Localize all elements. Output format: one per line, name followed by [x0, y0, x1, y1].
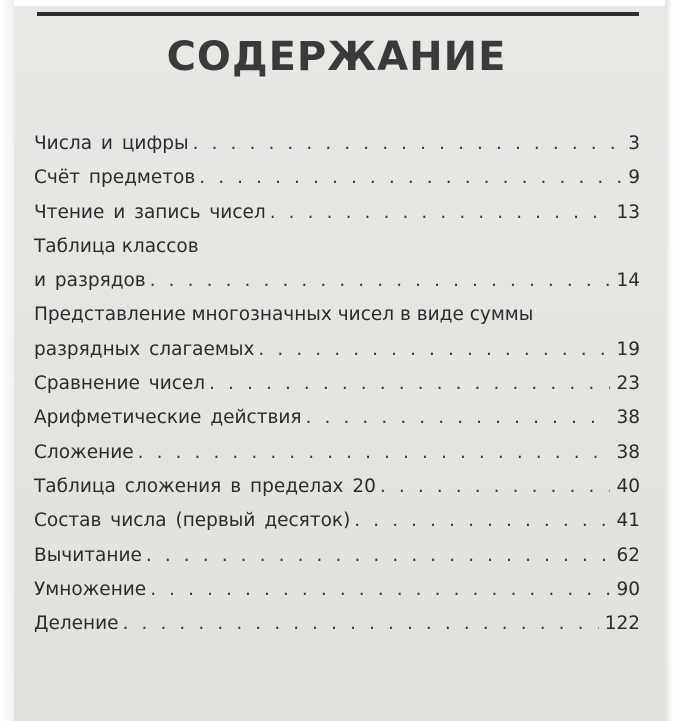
toc-page-number: 23 [616, 373, 640, 395]
toc-entry-row [34, 436, 640, 470]
toc-entry-row [34, 264, 640, 298]
toc-entry [34, 573, 640, 607]
dot-leader [150, 264, 611, 298]
toc-entry [34, 127, 640, 161]
toc-entry-title: и разрядов [34, 270, 146, 292]
toc-entry-row [34, 470, 640, 504]
dot-leader [199, 161, 622, 195]
toc-entry-row [34, 127, 640, 161]
page-edge-top [0, 0, 673, 6]
toc-entry-row [34, 333, 640, 367]
dot-leader [209, 367, 610, 401]
dot-leader [354, 504, 610, 538]
toc-entry [34, 401, 640, 435]
toc-entry-title: Сложение [34, 441, 134, 463]
toc-entry [34, 539, 640, 573]
toc-entry [34, 298, 640, 367]
toc-entry-row [34, 539, 640, 573]
dot-leader [123, 607, 599, 641]
toc-entry-title-line: Таблица классов [34, 235, 199, 257]
toc-entry-title: Вычитание [34, 544, 142, 566]
toc-page-number: 41 [616, 510, 640, 532]
toc-entry [34, 196, 640, 230]
dot-leader [380, 470, 611, 504]
toc-page-number: 38 [616, 441, 640, 463]
toc-entry-title: Чтение и запись чисел [34, 201, 266, 223]
toc-page-number: 3 [628, 133, 640, 154]
toc-page-number: 40 [616, 475, 640, 497]
toc-page-number: 14 [616, 270, 640, 292]
toc-entry-title: Таблица сложения в пределах 20 [34, 475, 376, 497]
toc-entry-title-line: Представление многозначных чисел в виде суммы [34, 304, 534, 326]
toc-entry-title: Числа и цифры [34, 133, 189, 154]
toc-entry-title: Арифметические действия [34, 407, 302, 429]
toc-page-number: 62 [616, 544, 640, 566]
toc-page-number: 19 [616, 338, 640, 360]
dot-leader [150, 573, 610, 607]
toc-entry-title: Умножение [34, 578, 147, 600]
toc-entry [34, 230, 640, 299]
dot-leader [146, 539, 611, 573]
toc-entry [34, 607, 640, 641]
toc-entry-row [34, 196, 640, 230]
toc-entry [34, 367, 640, 401]
dot-leader [138, 436, 611, 470]
toc-page-number: 122 [604, 613, 640, 635]
top-rule [37, 12, 639, 16]
toc-entry [34, 504, 640, 538]
toc-page-number: 9 [628, 167, 640, 189]
toc-entry [34, 470, 640, 504]
page-edge-right [665, 0, 673, 721]
toc-page-number: 38 [616, 407, 640, 429]
toc-entry-row [34, 401, 640, 435]
toc-entry-title: разрядных слагаемых [34, 338, 255, 360]
toc-page-number: 13 [616, 201, 640, 223]
toc-entry-row [34, 367, 640, 401]
table-of-contents [34, 127, 640, 641]
dot-leader [306, 401, 611, 435]
toc-entry-title: Сравнение чисел [34, 373, 206, 395]
toc-entry-title: Состав числа (первый десяток) [34, 510, 351, 532]
toc-entry-row [34, 161, 640, 195]
toc-entry-row [34, 573, 640, 607]
page-title: СОДЕРЖАНИЕ [166, 34, 507, 80]
page-edge-left [0, 0, 14, 721]
toc-entry-title: Деление [34, 613, 119, 635]
toc-entry-title: Счёт предметов [34, 167, 196, 189]
toc-page-number: 90 [616, 578, 640, 600]
toc-entry [34, 436, 640, 470]
toc-entry-row [34, 504, 640, 538]
toc-entry [34, 161, 640, 195]
dot-leader [258, 333, 610, 367]
dot-leader [270, 196, 611, 230]
toc-entry-row [34, 607, 640, 641]
dot-leader [193, 127, 623, 161]
